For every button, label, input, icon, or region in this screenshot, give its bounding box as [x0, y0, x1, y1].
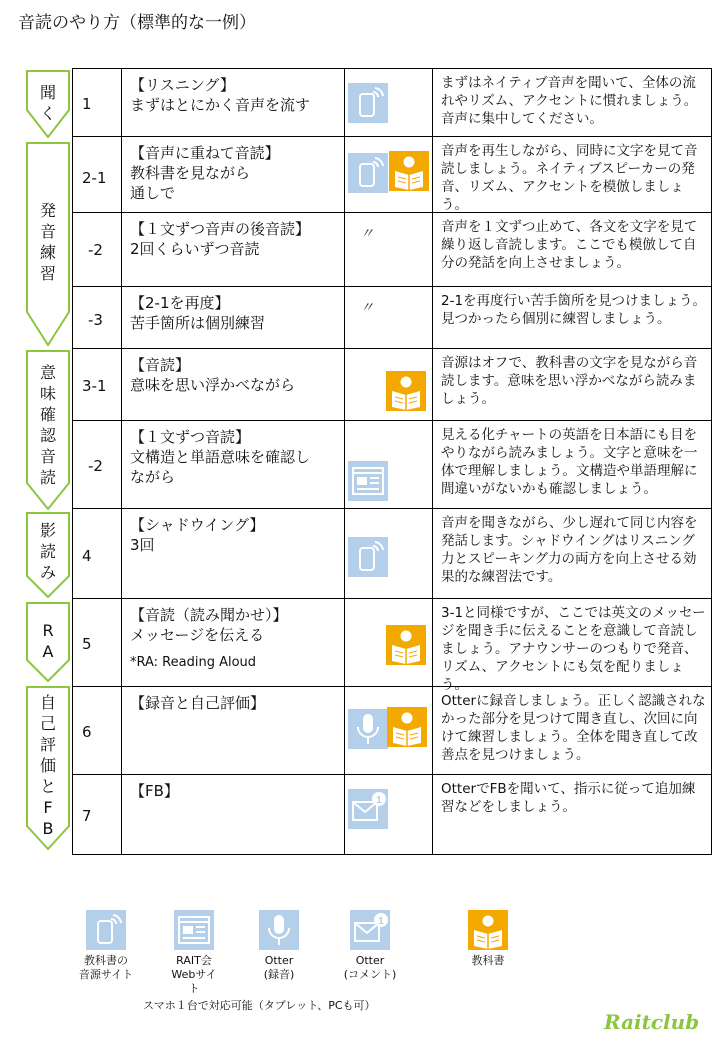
table-row: -2 【１文ずつ音読】 文構造と単語意味を確認し ながら 見える化チャートの英語を日本語にも目をやりながら読みましょう。文字と意味を一体で理解しましょう。文構造や単語理解に間違いがないかも確認しましょう。	[72, 420, 712, 509]
phone-icon	[86, 910, 126, 950]
textbook-icon	[386, 371, 426, 411]
mail-icon	[350, 910, 390, 950]
table-row: 1 【リスニング】 まずはとにかく音声を流す まずはネイティブ音声を聞いて、全体の流れやリズム、アクセントに慣れましょう。音声に集中してください。	[72, 68, 712, 137]
stage-pronunciation: 発 音 練 習	[26, 142, 70, 346]
table-row: 7 【FB】 1 OtterでFBを聞いて、指示に従って追加練習などをしましょう。	[72, 774, 712, 855]
stage-self-evaluation: 自 己 評 価 と F B	[26, 686, 70, 850]
stage-listen: 聞 く	[26, 70, 70, 138]
table-row: 5 【音読（読み聞かせ）】 メッセージを伝える *RA: Reading Aloud 3-1と同様ですが、ここでは英文のメッセージを聞き手に伝えることを意識して音読しましょう。アナウンサーのつもりで発音、リズム、アクセントにも気を配りましょう。	[72, 598, 712, 687]
legend-phone: 教科書の 音源サイト	[78, 910, 134, 982]
legend-website: RAIT会 Webサイト	[166, 910, 222, 996]
stage-meaning: 意 味 確 認 音 読	[26, 350, 70, 510]
microphone-icon	[348, 709, 388, 749]
textbook-icon	[389, 151, 429, 191]
website-icon	[348, 461, 388, 501]
stage-ra: R A	[26, 602, 70, 682]
table-row: -3 【2-1を再度】 苦手箇所は個別練習 〃 2-1を再度行い苦手箇所を見つけましょう。見つかったら個別に練習しましょう。	[72, 286, 712, 349]
steps-table	[72, 68, 712, 854]
stage-shadowing: 影 読 み	[26, 512, 70, 598]
phone-icon	[348, 153, 388, 193]
table-row: 2-1 【音声に重ねて音読】 教科書を見ながら 通しで 音声を再生しながら、同時に文字を見て音読しましょう。ネイティブスピーカーの発音、リズム、アクセントを模倣しましょう。	[72, 136, 712, 213]
website-icon	[174, 910, 214, 950]
microphone-icon	[259, 910, 299, 950]
phone-icon	[348, 83, 388, 123]
table-row: 6 【録音と自己評価】 Otterに録音しましょう。正しく認識されなかった部分を見つけて聞き直し、次回に向けて練習しましょう。全体を聞き直して改善点を見つけましょう。	[72, 686, 712, 775]
textbook-icon	[468, 910, 508, 950]
mail-icon	[348, 789, 388, 829]
textbook-icon	[386, 625, 426, 665]
legend-microphone: Otter (録音)	[251, 910, 307, 982]
phone-icon	[348, 537, 388, 577]
table-row: -2 【１文ずつ音声の後音読】 2回くらいずつ音読 〃 音声を１文ずつ止めて、各文を文字を見て繰り返し音読します。ここでも模倣して自分の発話を向上させましょう。	[72, 212, 712, 287]
page-title: 音読のやり方（標準的な一例）	[18, 13, 256, 33]
svg-text:1: 1	[378, 916, 384, 927]
legend-textbook: 教科書	[460, 910, 516, 968]
svg-text:1: 1	[376, 795, 382, 806]
textbook-icon	[387, 707, 427, 747]
legend-mail: 1 Otter (コメント)	[340, 910, 400, 982]
table-row: 3-1 【音読】 意味を思い浮かべながら 音源はオフで、教科書の文字を見ながら音読します。意味を思い浮かべながら読みましょう。	[72, 348, 712, 421]
raitclub-logo: Raitclub	[604, 1010, 700, 1034]
table-row: 4 【シャドウイング】 3回 音声を聞きながら、少し遅れて同じ内容を発話します。シャドウイングはリスニング力とスピーキング力の両方を向上させる効果的な練習法です。	[72, 508, 712, 599]
legend-note: スマホ１台で対応可能（タブレット、PCも可）	[143, 999, 376, 1012]
